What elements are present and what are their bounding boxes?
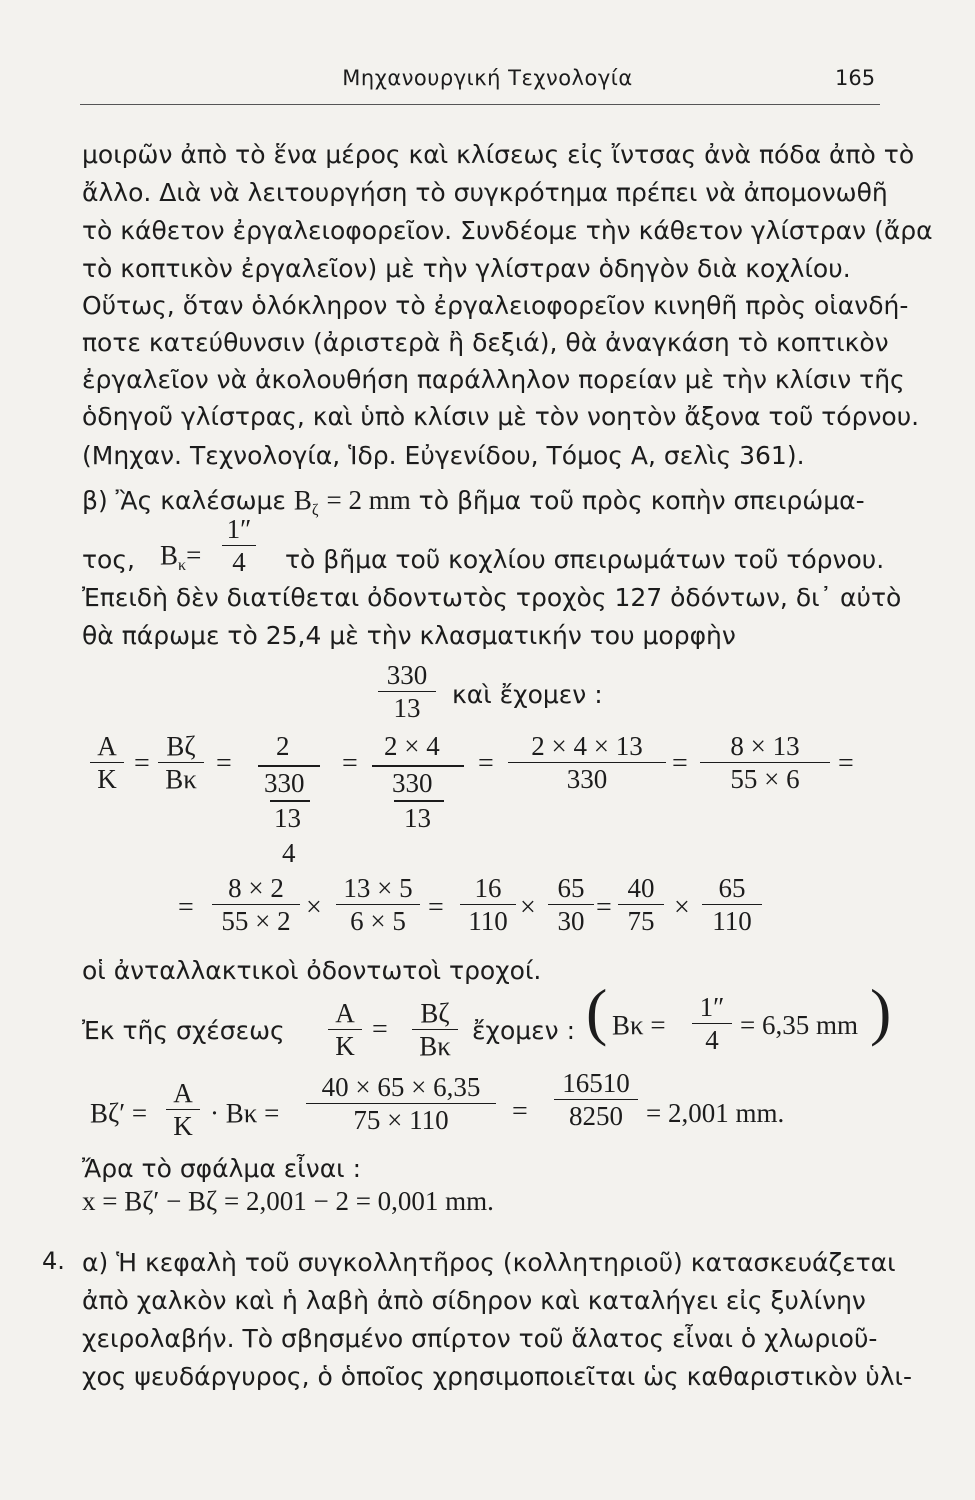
paragraph-line: τὸ κάθετον ἐργαλειοφορεῖον. Συνδέομε τὴν κάθετον γλίστραν (ἄρα bbox=[82, 216, 933, 245]
equals-sign: = bbox=[372, 1014, 388, 1045]
part-b-line-4: θὰ πάρωμε τὸ 25,4 μὲ τὴν κλασματικήν του μορφὴν bbox=[82, 621, 736, 650]
paragraph-line: α) Ἡ κεφαλὴ τοῦ συγκολλητῆρος (κολλητηριοῦ) κατασκευάζεται bbox=[82, 1248, 896, 1277]
paragraph-line: ὁδηγοῦ γλίστρας, καὶ ὑπὸ κλίσιν μὲ τὸν νοητὸν ἄξονα τοῦ τόρνου. bbox=[82, 402, 920, 431]
part-b-suffix: τὸ βῆμα τοῦ πρὸς κοπὴν σπειρώμα- bbox=[418, 486, 865, 515]
bz-value: = 2 mm bbox=[326, 485, 411, 515]
bz-prime-value: = 2,001 mm. bbox=[646, 1098, 785, 1128]
header-rule bbox=[80, 104, 880, 105]
paragraph-line: Οὕτως, ὅταν ὁλόκληρον τὸ ἐργαλειοφορεῖον κινηθῆ πρὸς οἱανδή- bbox=[82, 291, 909, 320]
fraction-65-over-110: $\frac{65}{110}$ bbox=[702, 873, 762, 936]
fraction-bz-over-bk: $\frac{B\zeta}{B\kappa}$ bbox=[412, 998, 458, 1061]
fraction-bar bbox=[394, 800, 444, 802]
paragraph-line: ἀπὸ χαλκὸν καὶ ἡ λαβὴ ἀπὸ σίδηρον καὶ καταλήγει εἰς ξυλίνην bbox=[82, 1286, 866, 1315]
denominator-330: 330 bbox=[264, 768, 305, 798]
times-sign: × bbox=[674, 892, 690, 923]
equals-sign: = bbox=[178, 892, 194, 923]
equals-sign: = bbox=[428, 892, 444, 923]
paragraph-line: ἄλλο. Διὰ νὰ λειτουργήση τὸ συγκρότημα πρέπει νὰ ἀπομονωθῆ bbox=[82, 178, 888, 207]
fraction-a-over-k: $\frac{A}{K}$ bbox=[328, 998, 362, 1061]
fraction-13x5-over-6x5: $\frac{13 \times 5}{6 \times 5}$ bbox=[336, 873, 420, 936]
fraction-1-over-4: $\frac{1''}{4}$ bbox=[692, 992, 732, 1055]
part-b-prefix: β) Ἂς καλέσωμε bbox=[82, 486, 286, 515]
fraction-16-over-110: $\frac{16}{110}$ bbox=[460, 873, 516, 936]
fraction-330-over-13: $\frac{330}{13}$ bbox=[378, 660, 436, 723]
bk-equals: Βκ = bbox=[612, 1010, 666, 1040]
fraction-product: $\frac{40 \times 65 \times 6,35}{75 \times 110}$ bbox=[306, 1072, 496, 1135]
paragraph-line: ποτε κατεύθυνσιν (ἀριστερὰ ἢ δεξιά), θὰ ἀναγκάση τὸ κοπτικὸν bbox=[82, 328, 889, 357]
page-number: 165 bbox=[835, 66, 876, 90]
paragraph-line: μοιρῶν ἀπὸ τὸ ἕνα μέρος καὶ κλίσεως εἰς ἴντσας ἀνὰ πόδα ἀπὸ τὸ bbox=[82, 140, 915, 169]
denominator-330: 330 bbox=[392, 768, 433, 798]
citation-line: (Μηχαν. Τεχνολογία, Ἱδρ. Εὐγενίδου, Τόμος Α, σελὶς 361). bbox=[82, 441, 805, 470]
gears-sentence: οἱ ἀνταλλακτικοὶ ὀδοντωτοὶ τροχοί. bbox=[82, 956, 542, 985]
numerator-2x4: 2 × 4 bbox=[384, 731, 440, 761]
fraction-8x2-over-55x2: $\frac{8 \times 2}{55 \times 2}$ bbox=[212, 873, 300, 936]
part-b-line-1 bbox=[82, 485, 865, 526]
fraction-16510-over-8250: $\frac{16510}{8250}$ bbox=[554, 1068, 638, 1131]
equals-sign: = bbox=[216, 748, 232, 779]
part-b-line-3: Ἐπειδὴ δὲν διατίθεται ὀδοντωτὸς τροχὸς 127 ὀδόντων, δι᾿ αὐτὸ bbox=[82, 583, 902, 612]
equals-sign: = bbox=[838, 748, 854, 779]
denominator-13: 13 bbox=[274, 803, 301, 833]
numerator-2: 2 bbox=[276, 731, 290, 761]
relation-prefix: Ἐκ τῆς σχέσεως bbox=[82, 1016, 285, 1045]
fraction-bz-over-bk: $\frac{B\zeta}{B\kappa}$ bbox=[158, 731, 204, 794]
part-b-line-2-suffix: τὸ βῆμα τοῦ κοχλίου σπειρωμάτων τοῦ τόρνου. bbox=[285, 545, 885, 574]
section-number: 4. bbox=[42, 1247, 65, 1275]
and-we-have: καὶ ἔχομεν : bbox=[452, 680, 603, 709]
fraction-8x13-over-55x6: $\frac{8 \times 13}{55 \times 6}$ bbox=[700, 731, 830, 794]
part-b-line-2-prefix: τος, bbox=[82, 545, 135, 574]
fraction-40-over-75: $\frac{40}{75}$ bbox=[618, 873, 664, 936]
bz-prime-lhs: Βζ′ = bbox=[90, 1098, 148, 1128]
equals-sign: = bbox=[672, 748, 688, 779]
fraction-bar bbox=[372, 765, 464, 767]
fraction-2x4x13-over-330: $\frac{2 \times 4 \times 13}{330}$ bbox=[508, 731, 666, 794]
var-bz: $B_\zeta$ bbox=[293, 485, 319, 519]
fraction-a-over-k: $\frac{A}{K}$ bbox=[90, 731, 124, 794]
denominator-4: 4 bbox=[282, 838, 296, 868]
fraction-1-over-4: $\frac{1''}{4}$ bbox=[222, 514, 256, 577]
running-header: Μηχανουργική Τεχνολογία bbox=[342, 66, 633, 90]
times-sign: × bbox=[520, 892, 536, 923]
fraction-a-over-k: $\frac{A}{K}$ bbox=[166, 1078, 200, 1141]
fraction-bar bbox=[270, 800, 310, 802]
times-bk: · Βκ = bbox=[210, 1098, 280, 1128]
paragraph-line: χος ψευδάργυρος, ὁ ὁποῖος χρησιμοποιεῖται ὡς καθαριστικὸν ὑλι- bbox=[82, 1362, 913, 1391]
equals-sign: = bbox=[342, 748, 358, 779]
bk-value: = 6,35 mm bbox=[740, 1010, 858, 1040]
error-label: Ἄρα τὸ σφάλμα εἶναι : bbox=[82, 1154, 362, 1183]
equals-sign: = bbox=[512, 1096, 528, 1127]
equals-sign: = bbox=[134, 748, 150, 779]
equals-sign: = bbox=[478, 748, 494, 779]
left-parenthesis: ( bbox=[586, 976, 608, 1047]
error-equation: x = Βζ′ − Βζ = 2,001 − 2 = 0,001 mm. bbox=[82, 1186, 494, 1216]
paragraph-line: τὸ κοπτικὸν ἐργαλεῖον) μὲ τὴν γλίστραν ὁδηγὸν διὰ κοχλίου. bbox=[82, 254, 851, 283]
fraction-65-over-30: $\frac{65}{30}$ bbox=[548, 873, 594, 936]
denominator-13: 13 bbox=[404, 803, 431, 833]
equals-sign: = bbox=[596, 892, 612, 923]
we-have: ἔχομεν : bbox=[472, 1016, 576, 1045]
paragraph-line: χειρολαβήν. Τὸ σβησμένο σπίρτον τοῦ ἅλατος εἶναι ὁ χλωριοῦ- bbox=[82, 1324, 878, 1353]
right-parenthesis: ) bbox=[870, 976, 892, 1047]
var-bk: $B_\kappa=$ bbox=[160, 540, 202, 574]
fraction-bar bbox=[258, 765, 320, 767]
paragraph-line: ἐργαλεῖον νὰ ἀκολουθήση παράλληλον πορείαν μὲ τὴν κλίσιν τῆς bbox=[82, 365, 905, 394]
times-sign: × bbox=[306, 892, 322, 923]
